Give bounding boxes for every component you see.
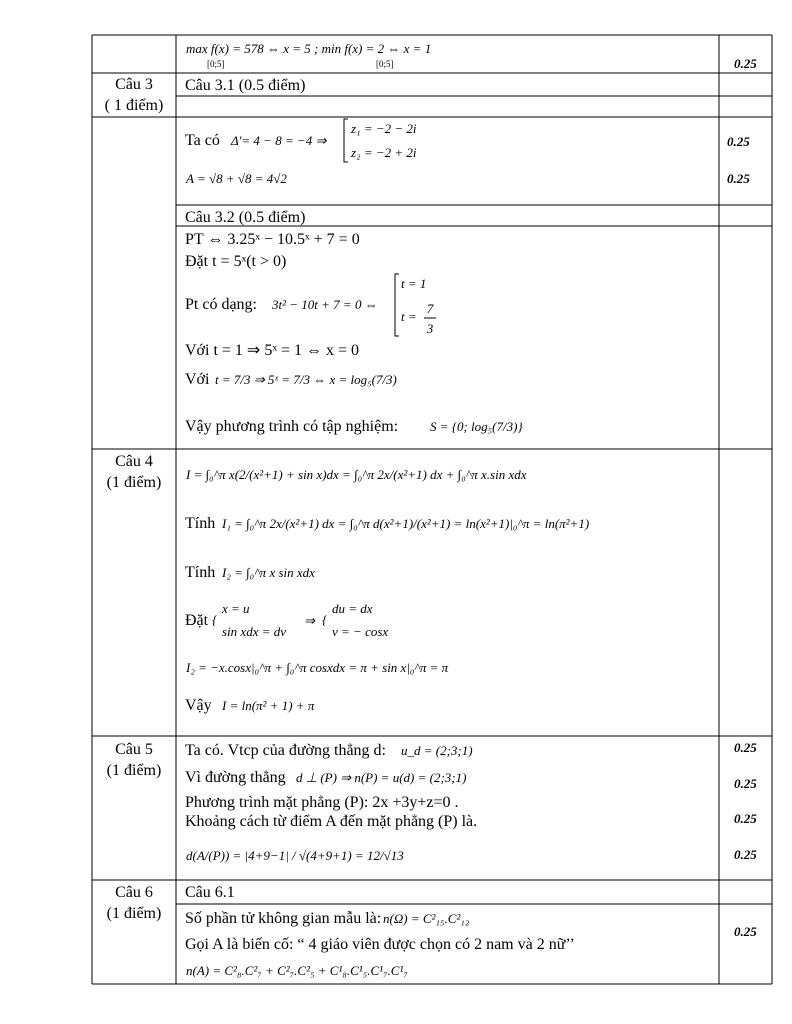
cau3-1-taco: Ta có	[185, 132, 220, 149]
cau6-l3: n(A) = C²₈.C²₇ + C²₇.C²₅ + C¹₈.C¹₅.C¹₇.C¹₇	[186, 963, 408, 978]
voi1-line: Với t = 1 ⇒ 5ˣ = 1 ⇔ x = 0	[185, 342, 360, 359]
score-8: 0.25	[734, 924, 757, 939]
cau4-vay-label: Vậy	[185, 697, 212, 714]
cau4-dat-arrow: ⇒	[304, 613, 315, 628]
cau6-l1: Số phần tử không gian mẫu là:	[185, 910, 382, 927]
cau4-I2-result: I₂ = −x.cosx|₀^π + ∫₀^π cosxdx = π + sin x|₀^π = π	[186, 660, 449, 675]
cau5-l1-eq: u_d = (2;3;1)	[401, 743, 473, 758]
cau4-I2-label: Tính	[185, 564, 216, 581]
ptcodang-t1: t = 1	[401, 276, 427, 291]
cau4-dat-right-1: du = dx	[332, 601, 373, 616]
cau4-dat-left-1: x = u	[222, 601, 250, 616]
cau4-I: I = ∫₀^π x(2/(x²+1) + sin x)dx = ∫₀^π 2x/(x²+1) dx + ∫₀^π x.sin xdx	[186, 467, 527, 482]
cau6-points: (1 điểm)	[106, 905, 162, 922]
score-1: 0.25	[734, 56, 757, 71]
cau4-vay: I = ln(π² + 1) + π	[222, 698, 315, 713]
score-5: 0.25	[734, 776, 757, 791]
cau4-I1: I₁ = ∫₀^π 2x/(x²+1) dx = ∫₀^π d(x²+1)/(x²+1) = ln(x²+1)|₀^π = ln(π²+1)	[222, 516, 590, 531]
cau5-l2-eq: d ⊥ (P) ⇒ n(P) = u(d) = (2;3;1)	[296, 770, 467, 785]
cau3-1-z2: z₂ = −2 + 2i	[351, 145, 417, 160]
voi2-eq: t = 7/3 ⇒ 5ˣ = 7/3 ⇔ x = log₅(7/3)	[215, 372, 397, 387]
cau4-dat-brace-left: {	[212, 612, 218, 627]
cau3-2-heading: Câu 3.2 (0.5 điểm)	[185, 209, 306, 226]
cau5-l3: Phương trình mặt phẳng (P): 2x +3y+z=0 .	[185, 794, 459, 811]
score-4: 0.25	[734, 740, 757, 755]
cau3-label: Câu 3	[115, 76, 153, 93]
cau4-dat-label: Đặt	[185, 612, 209, 629]
cau3-1-A: A = √8 + √8 = 4√2	[186, 171, 287, 186]
max-interval: [0;5]	[207, 59, 225, 69]
max-min-line: max f(x) = 578 ⇔ x = 5 ; min f(x) = 2 ⇔ x = 1	[186, 41, 432, 56]
cau5-l1: Ta có. Vtcp của đường thẳng d:	[185, 742, 386, 759]
score-6: 0.25	[734, 811, 757, 826]
ptcodang-bracket	[395, 274, 399, 336]
cau6-label: Câu 6	[115, 884, 153, 901]
cau6-1-heading: Câu 6.1	[185, 884, 235, 901]
cau6-l1-eq: n(Ω) = C²₁₅.C²₁₂	[383, 911, 470, 926]
cau4-dat-brace-right: {	[322, 612, 328, 627]
dat-line: Đặt t = 5ˣ(t > 0)	[185, 253, 287, 270]
cau3-points: ( 1 điểm)	[104, 97, 164, 114]
cau4-I2: I₂ = ∫₀^π x sin xdx	[222, 565, 315, 580]
ptcodang-t2: t =	[401, 309, 417, 324]
cau4-label: Câu 4	[115, 453, 153, 470]
min-interval: [0;5]	[376, 59, 394, 69]
voi2-label: Với	[185, 371, 210, 388]
cau5-points: (1 điểm)	[106, 762, 162, 779]
pt-line: PT ⇔ 3.25ˣ − 10.5ˣ + 7 = 0	[185, 231, 360, 248]
cau4-dat-left-2: sin xdx = dv	[222, 624, 287, 639]
cau3-1-heading: Câu 3.1 (0.5 điểm)	[185, 77, 306, 94]
cau5-l5: d(A/(P)) = |4+9−1| / √(4+9+1) = 12/√13	[186, 848, 404, 863]
cau3-1-bracket	[344, 119, 348, 162]
cau6-l2: Gọi A là biến cố: “ 4 giáo viên được chọn có 2 nam và 2 nữ’’	[185, 936, 575, 953]
cau3-1-z1: z₁ = −2 − 2i	[351, 121, 417, 136]
score-3: 0.25	[727, 171, 750, 186]
cau5-label: Câu 5	[115, 741, 153, 758]
ptcodang-label: Pt có dạng:	[185, 296, 257, 313]
ptcodang-eq: 3t² − 10t + 7 = 0 ⇔	[272, 297, 378, 312]
cau3-1-delta: Δ'= 4 − 8 = −4 ⇒	[231, 133, 327, 148]
vay-text: Vậy phương trình có tập nghiệm:	[185, 418, 399, 435]
ptcodang-frac-den: 3	[426, 321, 434, 336]
score-7: 0.25	[734, 847, 757, 862]
cau4-I1-label: Tính	[185, 515, 216, 532]
score-2: 0.25	[727, 134, 750, 149]
cau4-dat-right-2: v = − cosx	[332, 624, 389, 639]
ptcodang-frac-num: 7	[426, 301, 434, 316]
cau4-points: (1 điểm)	[106, 474, 162, 491]
vay-eq: S = {0; log₅(7/3)}	[430, 419, 523, 434]
cau5-l2: Vì đường thẳng	[185, 769, 286, 786]
cau5-l4: Khoảng cách từ điểm A đến mặt phẳng (P) là.	[185, 813, 478, 830]
